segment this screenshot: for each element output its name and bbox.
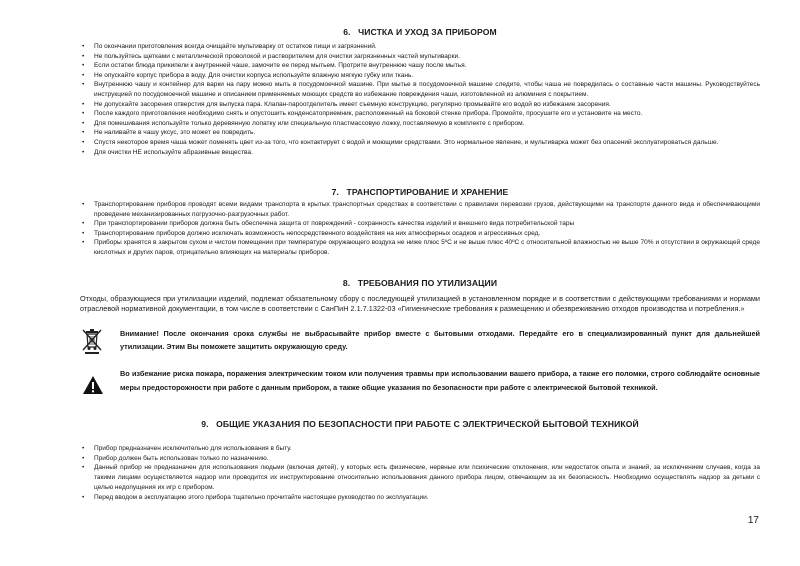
list-item: • Для очистки НЕ используйте абразивные вещества. <box>80 148 760 158</box>
disposal-note: Внимание! После окончания срока службы не выбрасывайте прибор вместе с бытовыми отходами. Передайте его в специализированный пункт для дальнейшей утилизации. Этим Вы поможете защитить окружающую среду. <box>120 329 760 351</box>
list-item: • Данный прибор не предназначен для использования людьми (включая детей), у которых есть физические, нервные или психические отклонения, или недостаток опыта и знаний, за исключением случаев, когда за такими лицами осуществляется надзор или проводится их инструктирование относительно использования данного прибора лицом, отвечающим за их безопасность. Необходимо осуществлять надзор за детьми с целью недопущения их игр с прибором. <box>80 463 760 492</box>
list-item: • После каждого приготовления необходимо снять и опустошить конденсатоприемник, расположенный на боковой стенке прибора. Промойте, просушите его и установите на место. <box>80 109 760 119</box>
section-8-title: 8. ТРЕБОВАНИЯ ПО УТИЛИЗАЦИИ <box>342 278 498 288</box>
list-item: • Внутреннюю чашу и контейнер для варки на пару можно мыть в посудомоечной машине. При мытье в посудомоечной машине следите, чтобы чаша не повредилась о составные части машины. Руководствуйтесь инструкцией по посудомоечной машине и описанием применяемых моющих средств во избежание повреждения чаши, изготовленной из алюминия с покрытием. <box>80 80 760 99</box>
page-number: 17 <box>747 515 759 526</box>
list-item: • Не опускайте корпус прибора в воду. Для очистки корпуса используйте влажную мягкую губку или ткань. <box>80 71 760 81</box>
list-item: • Не пользуйтесь щетками с металлической проволокой и растворителем для очистки загрязненных частей мультиварки. <box>80 52 760 62</box>
list-item: • Транспортирование приборов должно исключать возможность непосредственного воздействия на них атмосферных осадков и агрессивных сред. <box>80 229 760 239</box>
list-item: • Прибор должен быть использован только по назначению. <box>80 454 760 464</box>
section-7-list <box>80 200 760 258</box>
list-item: • Прибор предназначен исключительно для использования в быту. <box>80 444 760 454</box>
safety-warning-text: Во избежание риска пожара, поражения электрическим током или получения травмы при использовании вашего прибора, а также его поломки, строго соблюдайте основные меры предосторожности при работе с данным прибором, а также общие указания по безопасности при работе с электрической бытовой техникой. <box>120 369 760 392</box>
list-item: • По окончании приготовления всегда очищайте мультиварку от остатков пищи и загрязнений. <box>80 42 760 52</box>
list-item: • Транспортирование приборов проводят всеми видами транспорта в крытых транспортных средствах в соответствии с правилами перевозки грузов, действующими на транспорте данного вида и обеспечивающими проведение механизированных погрузочно-разгрузочных работ. <box>80 200 760 219</box>
crossed-out-wheelie-bin-icon <box>80 327 104 355</box>
list-item: • Спустя некоторое время чаша может поменять цвет из-за того, что контактирует с водой и моющими средствами. Это нормальное явление, и мультиварка может без опасений эксплуатироваться дальше. <box>80 138 760 148</box>
list-item: • Приборы хранятся в закрытом сухом и чистом помещении при температуре окружающего воздуха не ниже плюс 5ºС и не выше плюс 40ºС с относительной влажностью не выше 70% и отсутствии в окружающей среде кислотных и других паров, отрицательно влияющих на материалы приборов. <box>80 238 760 257</box>
list-item: • Не наливайте в чашу уксус, это может ее повредить. <box>80 128 760 138</box>
section-6-title: 6. ЧИСТКА И УХОД ЗА ПРИБОРОМ <box>343 27 497 37</box>
disposal-paragraph: Отходы, образующиеся при утилизации изделий, подлежат обязательному сбору с последующей утилизацией в установленном порядке и в соответствии с действующими требованиями и нормами отраслевой нормативной документации, в том числе в соответствии с СанПиН 2.1.7.1322-03 «Гигиенические требования к размещению и обезвреживанию отходов производства и потребления.» <box>80 294 760 313</box>
list-item: • Для помешивания используйте только деревянную лопатку или специальную пластмассовую ложку, поставляемую в комплекте с прибором. <box>80 119 760 129</box>
list-item: • Не допускайте засорения отверстия для выпуска пара. Клапан-пароотделитель имеет съемную конструкцию, регулярно промывайте его водой во избежание засорения. <box>80 100 760 110</box>
section-9-list <box>80 444 760 502</box>
section-7-title: 7. ТРАНСПОРТИРОВАНИЕ И ХРАНЕНИЕ <box>331 187 509 197</box>
section-6-list <box>80 42 760 157</box>
list-item: • При транспортировании приборов должна быть обеспечена защита от повреждений - сохранность качества изделий и внешнего вида потребительской тары <box>80 219 760 229</box>
warning-triangle-icon <box>82 375 104 395</box>
section-9-title: 9. ОБЩИЕ УКАЗАНИЯ ПО БЕЗОПАСНОСТИ ПРИ РАБОТЕ С ЭЛЕКТРИЧЕСКОЙ БЫТОВОЙ ТЕХНИКОЙ <box>201 419 639 429</box>
list-item: • Перед вводом в эксплуатацию этого прибора тщательно прочитайте настоящее руководство по эксплуатации. <box>80 493 760 503</box>
list-item: • Если остатки блюда прикипели к внутренней чаше, замочите ее перед мытьем. Протрите внутреннюю чашу после мытья. <box>80 61 760 71</box>
